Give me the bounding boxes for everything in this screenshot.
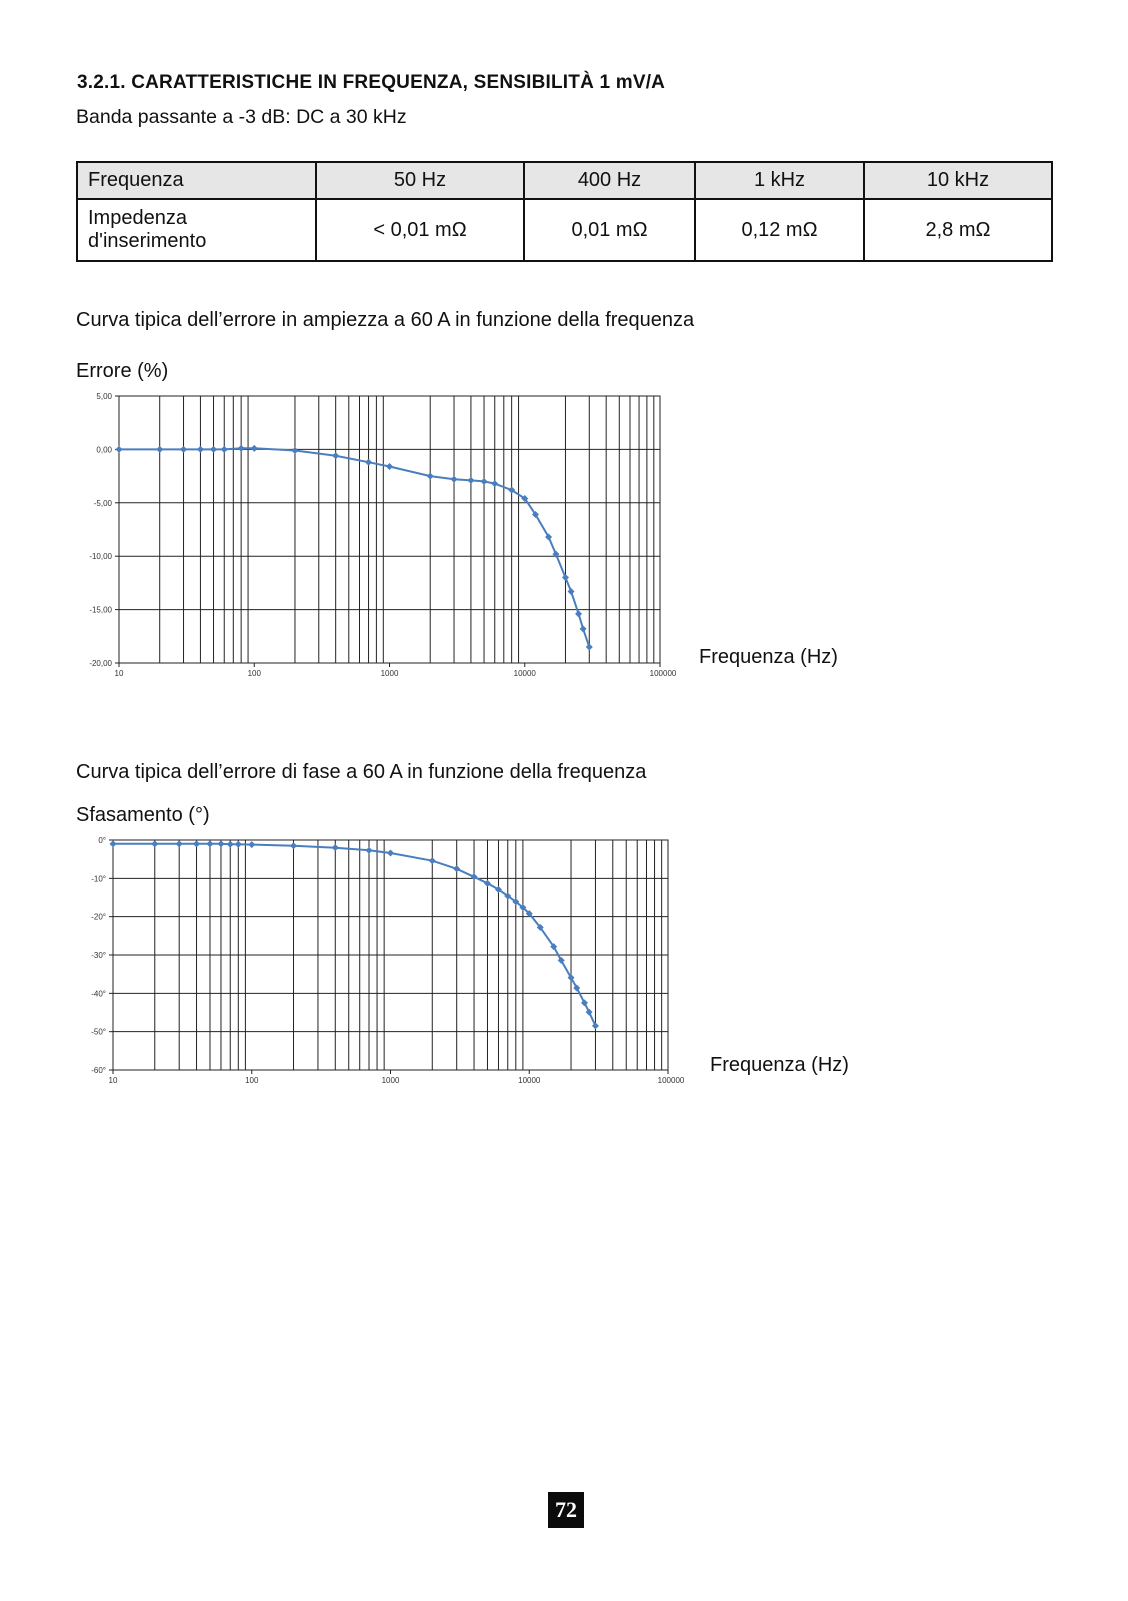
chart1-data-point <box>562 574 569 581</box>
chart2-data-point <box>332 844 339 851</box>
table-cell: 2,8 mΩ <box>864 199 1052 261</box>
chart1-y-tick-label: -5,00 <box>93 498 112 508</box>
chart1-y-tick-label: -10,00 <box>89 552 112 562</box>
chart2-y-tick-label: -60° <box>91 1066 106 1075</box>
amplitude-error-chart <box>0 0 1128 720</box>
chart2-data-point <box>227 841 234 848</box>
chart1-y-tick-label: -15,00 <box>89 605 112 615</box>
chart1-x-tick-label: 10000 <box>513 669 536 678</box>
chart2-data-point <box>110 840 117 847</box>
page-number: 72 <box>548 1492 584 1528</box>
chart1-y-tick-label: 0,00 <box>96 445 112 455</box>
chart2-data-point <box>248 841 255 848</box>
chart1-data-point <box>365 459 372 466</box>
chart1-x-tick-label: 10 <box>114 669 124 678</box>
chart2-data-point <box>586 1009 593 1016</box>
bandwidth-text: Banda passante a -3 dB: DC a 30 kHz <box>76 106 407 128</box>
chart1-data-point <box>116 446 123 453</box>
chart1-data-point <box>210 446 217 453</box>
chart2-x-tick-label: 10000 <box>518 1076 541 1085</box>
chart1-x-tick-label: 1000 <box>380 669 399 678</box>
chart2-data-point <box>290 842 297 849</box>
chart1-data-point <box>251 445 258 452</box>
chart2-data-point <box>429 857 436 864</box>
chart2-data-point <box>471 873 478 880</box>
chart1-data-point <box>156 446 163 453</box>
chart1-x-tick-label: 100000 <box>649 669 677 678</box>
chart2-data-point <box>453 865 460 872</box>
chart1-data-point <box>180 446 187 453</box>
chart1-y-axis-label: Errore (%) <box>76 360 169 382</box>
chart2-x-tick-label: 100 <box>245 1076 259 1085</box>
chart1-data-point <box>386 463 393 470</box>
chart1-data-point <box>467 477 474 484</box>
chart1-data-point <box>586 643 593 650</box>
chart1-caption: Curva tipica dell’errore in ampiezza a 60 A in funzione della frequenza <box>76 309 695 331</box>
table-header-cell: 50 Hz <box>316 162 524 199</box>
chart1-x-tick-label: 100 <box>247 669 261 678</box>
row-label-line: d'inserimento <box>88 230 207 252</box>
chart1-data-point <box>575 610 582 617</box>
chart1-data-point <box>451 476 458 483</box>
section-heading: 3.2.1. CARATTERISTICHE IN FREQUENZA, SENSIBILITÀ 1 mV/A <box>77 72 666 93</box>
chart2-data-point <box>217 840 224 847</box>
phase-error-chart <box>0 760 1128 1100</box>
chart2-data-point <box>193 840 200 847</box>
table-header-cell: 1 kHz <box>695 162 864 199</box>
chart2-data-point <box>387 850 394 857</box>
row-label-line: Impedenza <box>88 207 187 229</box>
chart2-data-point <box>151 840 158 847</box>
chart2-x-tick-label: 10 <box>108 1076 118 1085</box>
chart2-y-axis-label: Sfasamento (°) <box>76 804 210 826</box>
table-header-cell: 10 kHz <box>864 162 1052 199</box>
chart2-data-point <box>206 840 213 847</box>
chart1-data-point <box>197 446 204 453</box>
chart2-data-point <box>366 847 373 854</box>
chart2-y-tick-label: -30° <box>91 951 106 960</box>
chart1-data-point <box>221 446 228 453</box>
chart2-data-point <box>235 841 242 848</box>
chart1-data-point <box>491 480 498 487</box>
chart1-data-point <box>427 473 434 480</box>
chart1-data-point <box>481 478 488 485</box>
chart1-data-point <box>291 447 298 454</box>
chart2-y-tick-label: -20° <box>91 912 106 922</box>
chart1-y-tick-label: 5,00 <box>96 392 112 401</box>
chart2-y-tick-label: 0° <box>98 836 106 845</box>
chart1-data-point <box>568 588 575 595</box>
table-header-cell: 400 Hz <box>524 162 695 199</box>
chart2-x-tick-label: 1000 <box>381 1076 400 1085</box>
chart2-y-tick-label: -50° <box>91 1027 106 1037</box>
table-cell: 0,12 mΩ <box>695 199 864 261</box>
chart2-data-point <box>592 1022 599 1029</box>
table-cell: 0,01 mΩ <box>524 199 695 261</box>
chart1-data-point <box>238 445 245 452</box>
chart2-x-tick-label: 100000 <box>657 1076 685 1085</box>
chart1-data-point <box>580 625 587 632</box>
chart1-data-point <box>332 452 339 459</box>
chart1-y-tick-label: -20,00 <box>89 659 112 668</box>
table-cell: < 0,01 mΩ <box>316 199 524 261</box>
chart1-x-axis-label: Frequenza (Hz) <box>699 646 838 668</box>
chart2-y-tick-label: -10° <box>91 874 106 884</box>
table-header-cell: Frequenza <box>77 162 316 199</box>
chart2-caption: Curva tipica dell’errore di fase a 60 A in funzione della frequenza <box>76 761 647 783</box>
chart2-data-point <box>176 840 183 847</box>
chart2-data-point <box>581 999 588 1006</box>
chart2-y-tick-label: -40° <box>91 989 106 999</box>
chart2-x-axis-label: Frequenza (Hz) <box>710 1054 849 1076</box>
